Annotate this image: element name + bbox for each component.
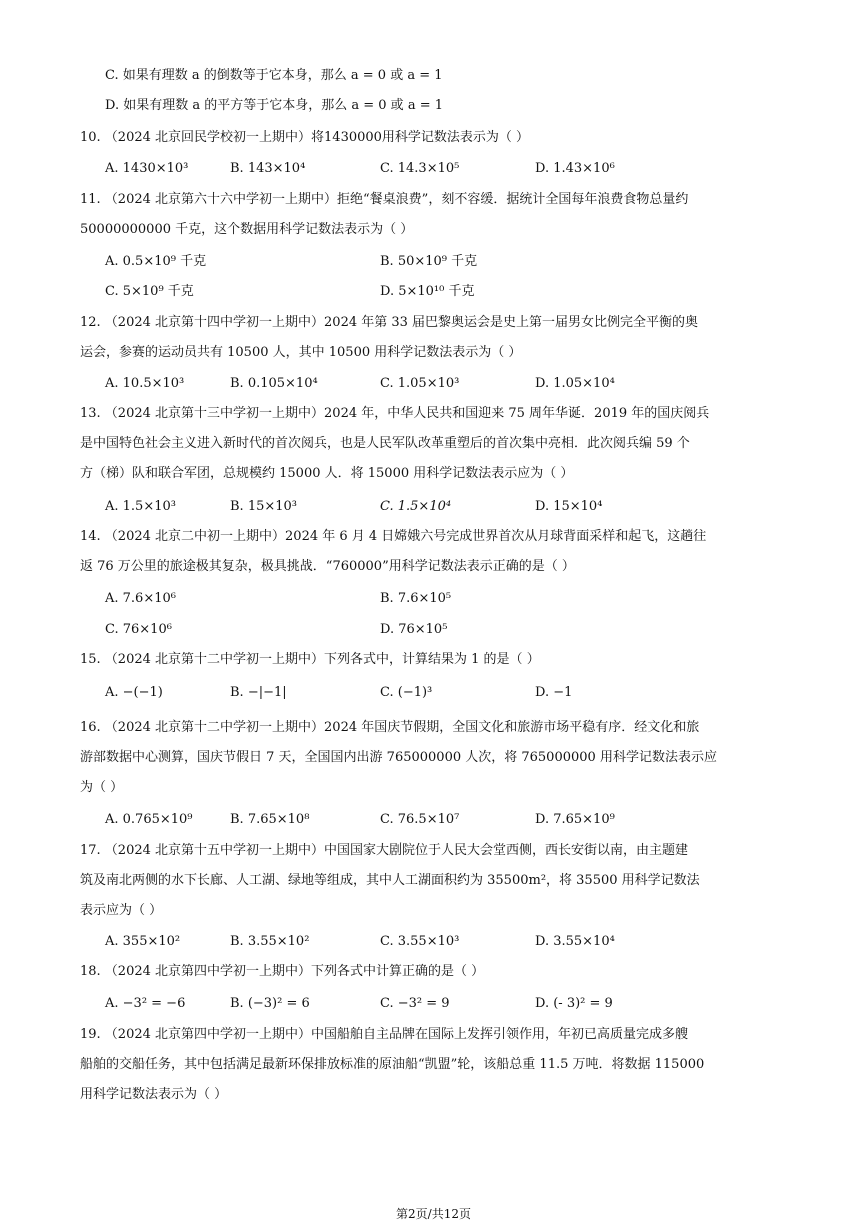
question-17-stem-3: 表示应为（ ） bbox=[80, 903, 163, 918]
question-12-options bbox=[105, 373, 805, 395]
option-c-prev: C. 如果有理数 a 的倒数等于它本身，那么 a = 0 或 a = 1 bbox=[105, 68, 443, 83]
question-16-stem-2: 游部数据中心测算，国庆节假日 7 天，全国国内出游 765000000 人次，将 765000000 用科学记数法表示应 bbox=[80, 750, 717, 765]
question-13-stem-1: 13. （2024 北京第十三中学初一上期中）2024 年，中华人民共和国迎来 75 周年华诞．2019 年的国庆阅兵 bbox=[80, 406, 710, 421]
q12-option-b: B. 0.105×10⁴ bbox=[230, 376, 318, 391]
question-11-stem-1: 11. （2024 北京第六十六中学初一上期中）拒绝“餐桌浪费”，刻不容缓．据统计全国每年浪费食物总量约 bbox=[80, 192, 689, 207]
q14-option-a: A. 7.6×10⁶ bbox=[105, 591, 176, 606]
question-19-stem-1: 19. （2024 北京第四中学初一上期中）中国船舶自主品牌在国际上发挥引领作用，年初已高质量完成多艘 bbox=[80, 1027, 689, 1042]
q11-option-a: A. 0.5×10⁹ 千克 bbox=[105, 254, 207, 269]
question-14-options-row1 bbox=[105, 588, 805, 610]
question-19-stem-2: 船舶的交船任务，其中包括满足最新环保排放标准的原油船“凯盟”轮，该船总重 11.5 万吨．将数据 115000 bbox=[80, 1057, 705, 1072]
q10-option-a: A. 1430×10³ bbox=[105, 161, 189, 176]
q11-option-c: C. 5×10⁹ 千克 bbox=[105, 284, 194, 299]
question-13-options bbox=[105, 496, 805, 518]
question-13-stem-3: 方（梯）队和联合军团，总规模约 15000 人．将 15000 用科学记数法表示应为（ ） bbox=[80, 466, 574, 481]
question-18-stem: 18. （2024 北京第四中学初一上期中）下列各式中计算正确的是（ ） bbox=[80, 964, 485, 979]
q15-option-d: D. −1 bbox=[535, 685, 573, 700]
question-14-stem-2: 返 76 万公里的旅途极其复杂，极具挑战．“760000”用科学记数法表示正确的是（ ） bbox=[80, 559, 575, 574]
question-16-stem-1: 16. （2024 北京第十二中学初一上期中）2024 年国庆节假期，全国文化和旅游市场平稳有序．经文化和旅 bbox=[80, 720, 700, 735]
question-11-stem-2: 50000000000 千克，这个数据用科学记数法表示为（ ） bbox=[80, 222, 414, 237]
question-17-stem-2: 筑及南北两侧的水下长廊、人工湖、绿地等组成，其中人工湖面积约为 35500m²，将 35500 用科学记数法 bbox=[80, 873, 700, 888]
q10-option-b: B. 143×10⁴ bbox=[230, 161, 306, 176]
question-14-options-row2 bbox=[105, 619, 805, 641]
q18-option-c: C. −3² = 9 bbox=[380, 996, 450, 1011]
q16-option-a: A. 0.765×10⁹ bbox=[105, 812, 193, 827]
question-16-stem-3: 为（ ） bbox=[80, 780, 124, 795]
q15-option-b: B. −|−1| bbox=[230, 685, 287, 700]
question-12-stem-1: 12. （2024 北京第十四中学初一上期中）2024 年第 33 届巴黎奥运会是史上第一届男女比例完全平衡的奥 bbox=[80, 315, 699, 330]
question-15-options bbox=[105, 682, 805, 704]
q13-option-c: C. 1.5×10⁴ bbox=[380, 499, 452, 514]
page-number: 第2页/共12页 bbox=[396, 1207, 471, 1221]
q16-option-c: C. 76.5×10⁷ bbox=[380, 812, 460, 827]
q12-option-c: C. 1.05×10³ bbox=[380, 376, 460, 391]
question-11-options-row2 bbox=[105, 281, 805, 303]
option-d-prev: D. 如果有理数 a 的平方等于它本身，那么 a = 0 或 a = 1 bbox=[105, 98, 443, 113]
q12-option-d: D. 1.05×10⁴ bbox=[535, 376, 615, 391]
q17-option-b: B. 3.55×10² bbox=[230, 934, 310, 949]
question-10-options bbox=[105, 158, 805, 180]
q14-option-d: D. 76×10⁵ bbox=[380, 622, 448, 637]
question-16-options bbox=[105, 809, 805, 831]
question-17-stem-1: 17. （2024 北京第十五中学初一上期中）中国国家大剧院位于人民大会堂西侧，西长安街以南，由主题建 bbox=[80, 843, 689, 858]
question-14-stem-1: 14. （2024 北京二中初一上期中）2024 年 6 月 4 日嫦娥六号完成世界首次从月球背面采样和起飞，这趟往 bbox=[80, 529, 707, 544]
question-10-stem: 10. （2024 北京回民学校初一上期中）将1430000用科学记数法表示为（ ） bbox=[80, 130, 530, 145]
q10-option-c: C. 14.3×10⁵ bbox=[380, 161, 460, 176]
q14-option-b: B. 7.6×10⁵ bbox=[380, 591, 452, 606]
question-11-options-row1 bbox=[105, 251, 805, 273]
q16-option-b: B. 7.65×10⁸ bbox=[230, 812, 310, 827]
question-15-stem: 15. （2024 北京第十二中学初一上期中）下列各式中，计算结果为 1 的是（ ） bbox=[80, 652, 540, 667]
q17-option-d: D. 3.55×10⁴ bbox=[535, 934, 615, 949]
q14-option-c: C. 76×10⁶ bbox=[105, 622, 172, 637]
q11-option-d: D. 5×10¹⁰ 千克 bbox=[380, 284, 475, 299]
q18-option-b: B. (−3)² = 6 bbox=[230, 996, 310, 1011]
q17-option-c: C. 3.55×10³ bbox=[380, 934, 460, 949]
q11-option-b: B. 50×10⁹ 千克 bbox=[380, 254, 478, 269]
q13-option-b: B. 15×10³ bbox=[230, 499, 298, 514]
question-18-options bbox=[105, 993, 805, 1015]
q18-option-d: D. (- 3)² = 9 bbox=[535, 996, 613, 1011]
question-12-stem-2: 运会，参赛的运动员共有 10500 人，其中 10500 用科学记数法表示为（ ） bbox=[80, 345, 522, 360]
q13-option-a: A. 1.5×10³ bbox=[105, 499, 176, 514]
q17-option-a: A. 355×10² bbox=[105, 934, 181, 949]
question-19-stem-3: 用科学记数法表示为（ ） bbox=[80, 1087, 228, 1102]
q13-option-d: D. 15×10⁴ bbox=[535, 499, 603, 514]
q10-option-d: D. 1.43×10⁶ bbox=[535, 161, 615, 176]
q16-option-d: D. 7.65×10⁹ bbox=[535, 812, 615, 827]
q18-option-a: A. −3² = −6 bbox=[105, 996, 186, 1011]
q15-option-a: A. −(−1) bbox=[105, 685, 163, 700]
question-13-stem-2: 是中国特色社会主义进入新时代的首次阅兵，也是人民军队改革重塑后的首次集中亮相．此次阅兵编 59 个 bbox=[80, 436, 690, 451]
q12-option-a: A. 10.5×10³ bbox=[105, 376, 185, 391]
question-17-options bbox=[105, 931, 805, 953]
q15-option-c: C. (−1)³ bbox=[380, 685, 433, 700]
